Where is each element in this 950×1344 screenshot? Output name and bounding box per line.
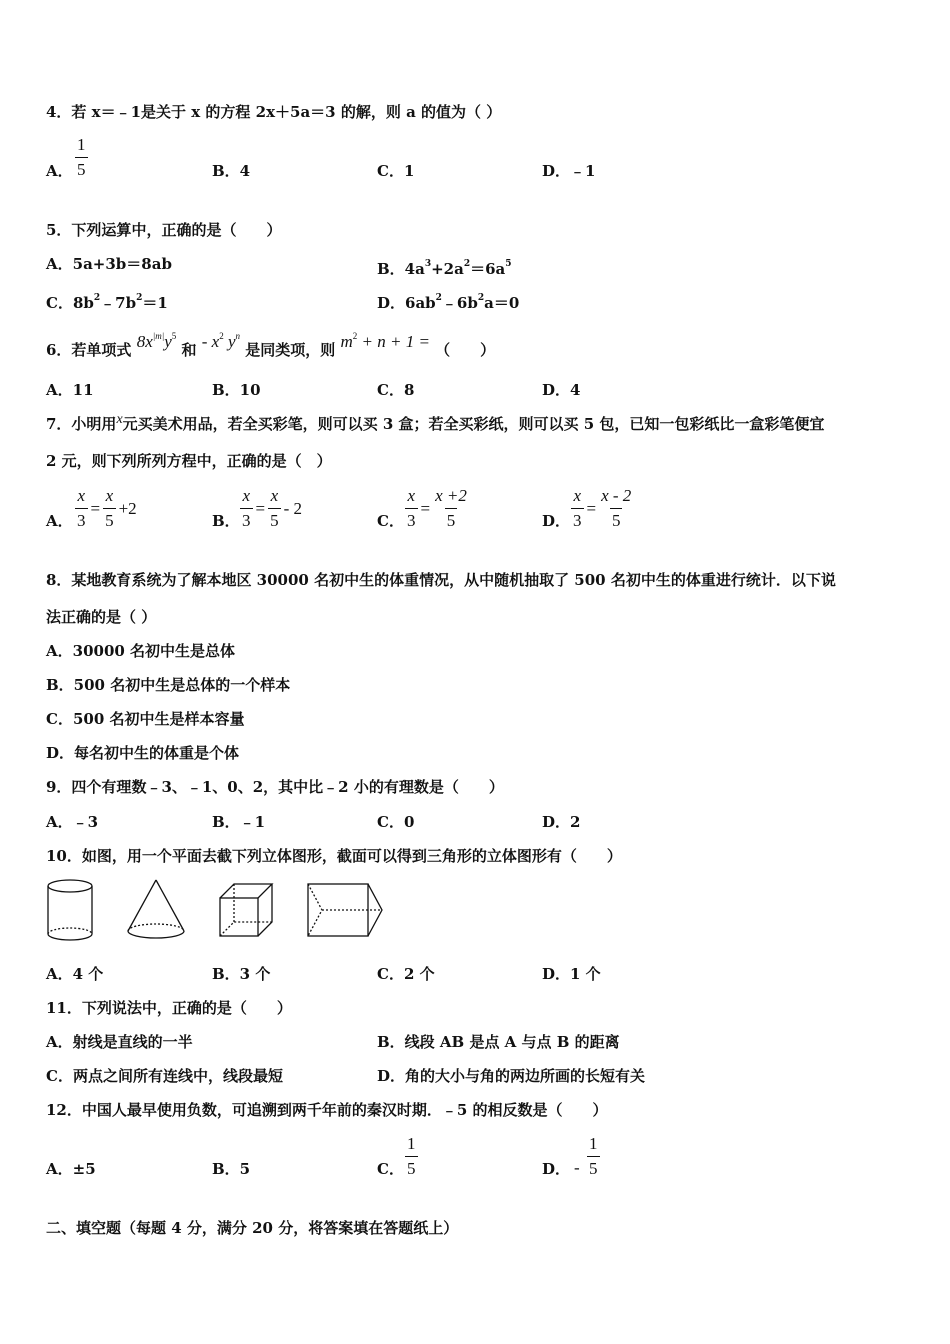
q9-option-b: B．﹣1 (212, 813, 266, 831)
q9-option-a: A．﹣3 (46, 813, 99, 831)
cylinder-icon (48, 880, 92, 940)
q10-option-c: C．2 个 (377, 965, 435, 983)
q4-option-a-denominator: 5 (75, 157, 88, 180)
q7-stem-line2: 2 元，则下列所列方程中，正确的是（ ） (46, 452, 332, 470)
q5-option-c: C．$8b^2﹣7b^2=1$ (46, 293, 168, 312)
q4-stem: 4．若 x＝﹣1是关于 x 的方程 2x＋5a＝3 的解，则 a 的值为（ ） (46, 103, 502, 121)
q11-option-d: D．角的大小与角的两边所画的长短有关 (377, 1067, 646, 1085)
q12-option-d-sign: - (574, 1158, 580, 1177)
q4-option-d: D．﹣1 (542, 162, 596, 180)
q9-option-d: D．2 (542, 813, 581, 831)
q9-stem: 9．四个有理数﹣3、﹣1、0、2，其中比﹣2 小的有理数是（ ） (46, 778, 504, 796)
q7-option-d-equation: $\frac{x}{3}$ = $\frac{x - 2}{5}$ (573, 486, 632, 530)
q10-option-d: D．1 个 (542, 965, 601, 983)
q6-term1: $8x^{|m|}y^5$ (136, 331, 177, 351)
q12-option-c-denominator: 5 (405, 1156, 418, 1179)
q6-term2: - $x^2$ $y^n$ (201, 331, 240, 351)
section-2-title: 二、填空题（每题 4 分，满分 20 分，将答案填在答题纸上） (46, 1219, 459, 1237)
q7-option-c-label: C． (377, 512, 404, 530)
q12-option-d-denominator: 5 (587, 1156, 600, 1179)
q7-option-a-label: A． (46, 512, 73, 530)
q5-option-d: D．$6ab^2﹣6b^2a=0$ (377, 293, 520, 312)
q5-stem: 5．下列运算中，正确的是（ ） (46, 221, 282, 239)
prism-icon (308, 884, 382, 936)
q11-stem: 11．下列说法中，正确的是（ ） (46, 999, 292, 1017)
q8-option-a: A．30000 名初中生是总体 (46, 642, 236, 660)
q7-option-c-equation: $\frac{x}{3}$ = $\frac{x +2}{5}$ (407, 486, 467, 530)
q12-option-c-numerator: 1 (407, 1134, 416, 1153)
q8-stem-line2: 法正确的是（ ） (46, 608, 157, 626)
q4-option-a-fraction (75, 135, 88, 180)
q12-option-b: B．5 (212, 1160, 251, 1178)
cube-icon (220, 884, 272, 936)
q7-option-b-label: B． (212, 512, 240, 530)
q4-option-a-label: A． (46, 162, 73, 180)
q4-option-a-numerator: 1 (77, 135, 86, 154)
q6-option-b: B．10 (212, 381, 261, 399)
q8-option-d: D．每名初中生的体重是个体 (46, 744, 240, 762)
q12-option-d-label: D． (542, 1160, 571, 1178)
q6-option-c: C．8 (377, 381, 415, 399)
q6-stem: 6．若单项式 $8x^{|m|}y^5$ 和 - $x^2$ $y^n$ 是同类项，则 $m^2 + n + 1$ = （ ） (46, 331, 496, 359)
q10-stem: 10．如图，用一个平面去截下列立体图形，截面可以得到三角形的立体图形有（ ） (46, 847, 622, 865)
q12-option-c-fraction (405, 1134, 418, 1179)
q9-option-c: C．0 (377, 813, 415, 831)
q7-stem-line1: 7．小明用x元买美术用品，若全买彩笔，则可以买 3 盒；若全买彩纸，则可以买 5 包，已知一包彩纸比一盒彩笔便宜 (46, 412, 825, 433)
q12-option-a: A．±5 (46, 1160, 96, 1178)
cone-icon (128, 880, 184, 938)
q11-option-a: A．射线是直线的一半 (46, 1033, 193, 1051)
q7-option-d-label: D． (542, 512, 571, 530)
q6-option-a: A．11 (46, 381, 94, 399)
q8-stem-line1: 8．某地教育系统为了解本地区 30000 名初中生的体重情况，从中随机抽取了 500 名初中生的体重进行统计．以下说 (46, 571, 836, 589)
q12-option-c-label: C． (377, 1160, 404, 1178)
q10-solid-figures (44, 876, 394, 946)
q12-option-d-numerator: 1 (589, 1134, 598, 1153)
q8-option-c: C．500 名初中生是样本容量 (46, 710, 245, 728)
q4-option-b: B．4 (212, 162, 251, 180)
q12-stem: 12．中国人最早使用负数，可追溯到两千年前的秦汉时期．﹣5 的相反数是（ ） (46, 1101, 608, 1119)
q7-option-b-equation: $\frac{x}{3}$ = $\frac{x}{5}$ - 2 (242, 486, 303, 530)
q6-option-d: D．4 (542, 381, 581, 399)
q10-option-a: A．4 个 (46, 965, 104, 983)
q11-option-b: B．线段 AB 是点 A 与点 B 的距离 (377, 1033, 620, 1051)
q6-expression: $m^2 + n + 1$ = (340, 331, 430, 351)
q5-option-b: B．$4a^3+2a^2=6a^5$ (377, 259, 512, 278)
q12-option-d-fraction (587, 1134, 600, 1179)
q11-option-c: C．两点之间所有连线中，线段最短 (46, 1067, 283, 1085)
q10-option-b: B．3 个 (212, 965, 271, 983)
q8-option-b: B．500 名初中生是总体的一个样本 (46, 676, 291, 694)
q7-option-a-equation: $\frac{x}{3}$ = $\frac{x}{5}$ +2 (77, 486, 137, 530)
q5-option-a: A．5a+3b＝8ab (46, 255, 172, 273)
q4-option-c: C．1 (377, 162, 415, 180)
